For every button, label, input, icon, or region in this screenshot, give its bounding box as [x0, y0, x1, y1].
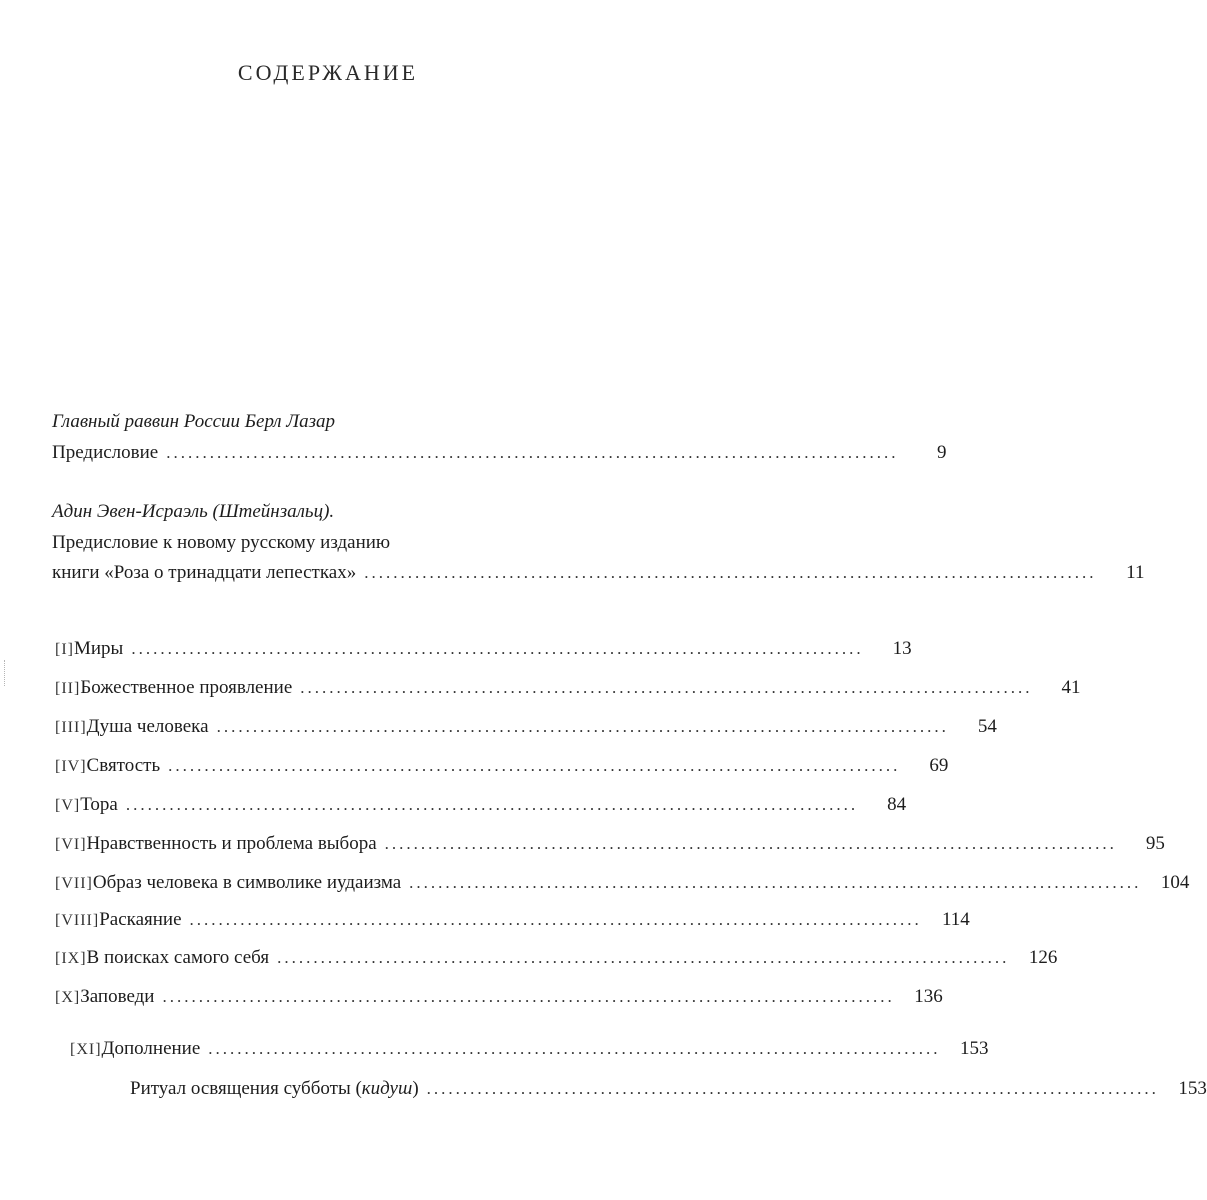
- toc-entry-chapter-3[interactable]: [55, 715, 997, 740]
- leader-dots: .....................................................................................................: [384, 834, 1117, 853]
- chapter-number: [III]: [55, 719, 87, 736]
- chapter-title: Божественное проявление: [80, 677, 293, 698]
- chapter-title: Раскаяние: [99, 909, 182, 930]
- entry-label: Ритуал освящения субботы (кидуш): [130, 1078, 419, 1099]
- toc-entry-chapter-8[interactable]: [55, 908, 970, 933]
- chapter-number: [XI]: [70, 1041, 102, 1058]
- chapter-number: [VI]: [55, 836, 87, 853]
- leader-dots: .....................................................................................................: [409, 873, 1142, 892]
- leader-dots: .....................................................................................................: [364, 563, 1097, 582]
- leader-dots: .....................................................................................................: [125, 795, 859, 814]
- author-name: Адин Эвен-Исраэль (Штейнзальц).: [52, 501, 335, 522]
- leader-dots: .....................................................................................................: [162, 987, 895, 1006]
- page-number: 54: [977, 716, 997, 737]
- entry-label: Предисловие к новому русскому изданию: [52, 532, 391, 553]
- chapter-title: Образ человека в символике иудаизма: [92, 872, 402, 893]
- chapter-number: [II]: [55, 680, 81, 697]
- chapter-title: Тора: [80, 794, 118, 815]
- leader-dots: .....................................................................................................: [166, 443, 899, 462]
- page-number: 13: [892, 638, 912, 659]
- margin-mark: [4, 660, 7, 686]
- toc-entry-chapter-1[interactable]: [55, 637, 912, 662]
- toc-entry-front-1[interactable]: [52, 441, 947, 465]
- toc-entry-chapter-9[interactable]: [55, 946, 1058, 971]
- entry-label-italic: кидуш: [361, 1078, 413, 1099]
- leader-dots: .....................................................................................................: [426, 1079, 1159, 1098]
- leader-dots: .....................................................................................................: [131, 639, 864, 658]
- toc-entry-chapter-7[interactable]: [55, 871, 1190, 896]
- toc-entry-chapter-5[interactable]: [55, 793, 907, 818]
- chapter-title: Миры: [73, 638, 124, 659]
- chapter-title: Святость: [86, 755, 161, 776]
- chapter-title: Душа человека: [86, 716, 209, 737]
- entry-label: Предисловие: [52, 442, 159, 463]
- page-number: 84: [887, 794, 907, 815]
- toc-entry-chapter-6[interactable]: [55, 832, 1165, 857]
- chapter-number: [VIII]: [55, 912, 100, 929]
- page-number: 9: [936, 442, 947, 463]
- leader-dots: .....................................................................................................: [216, 717, 949, 736]
- toc-entry-front-2[interactable]: [52, 561, 1145, 585]
- chapter-number: [I]: [55, 641, 74, 658]
- entry-label: книги «Роза о тринадцати лепестках»: [52, 562, 357, 583]
- page-number: 136: [914, 986, 943, 1007]
- chapter-number: [X]: [55, 989, 81, 1006]
- leader-dots: .....................................................................................................: [208, 1039, 941, 1058]
- toc-entry-chapter-4[interactable]: [55, 754, 949, 779]
- page-number: 41: [1061, 677, 1081, 698]
- chapter-title: В поисках самого себя: [86, 947, 270, 968]
- toc-entry-appendix-sub[interactable]: [130, 1077, 1207, 1101]
- page-number: 95: [1145, 833, 1165, 854]
- toc-entry-chapter-10[interactable]: [55, 985, 943, 1010]
- page-number: 126: [1028, 947, 1058, 968]
- author-name: Главный раввин России Берл Лазар: [52, 411, 336, 432]
- leader-dots: .....................................................................................................: [168, 756, 901, 775]
- chapter-title: Заповеди: [80, 986, 155, 1007]
- page-number: 114: [941, 909, 970, 930]
- page-number: 11: [1126, 562, 1145, 583]
- leader-dots: .....................................................................................................: [300, 678, 1033, 697]
- chapter-number: [IV]: [55, 758, 87, 775]
- chapter-number: [IX]: [55, 950, 87, 967]
- front-author-2: [52, 500, 334, 524]
- entry-label-text: Ритуал освящения субботы: [130, 1078, 351, 1099]
- chapter-number: [VII]: [55, 875, 93, 892]
- toc-entry-appendix[interactable]: [70, 1037, 989, 1062]
- front-author-1: [52, 410, 335, 434]
- leader-dots: .....................................................................................................: [189, 910, 922, 929]
- leader-dots: .....................................................................................................: [277, 948, 1010, 967]
- chapter-title: Нравственность и проблема выбора: [86, 833, 377, 854]
- page-number: 104: [1160, 872, 1190, 893]
- chapter-number: [V]: [55, 797, 81, 814]
- chapter-title: Дополнение: [101, 1038, 201, 1059]
- front-2-line-1: [52, 531, 390, 555]
- page-number: 153: [960, 1038, 989, 1059]
- page-title: СОДЕРЖАНИЕ: [237, 60, 419, 85]
- toc-entry-chapter-2[interactable]: [55, 676, 1081, 701]
- page-number: 69: [929, 755, 949, 776]
- page-number: 153: [1178, 1078, 1207, 1099]
